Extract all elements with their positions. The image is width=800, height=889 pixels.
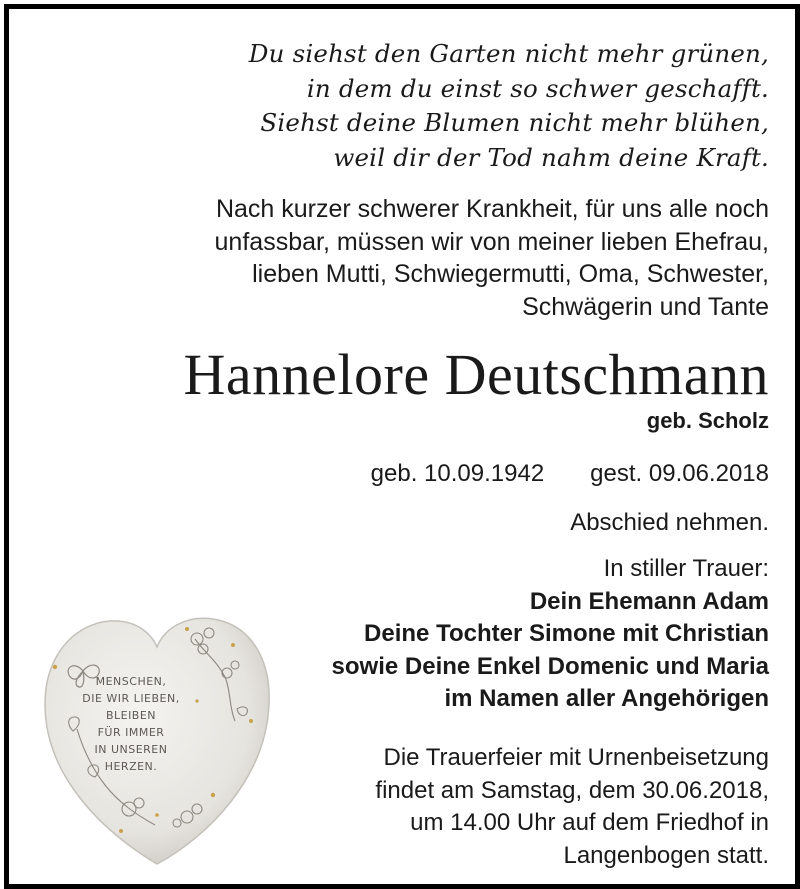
service-line: um 14.00 Uhr auf dem Friedhof in (410, 809, 769, 836)
inscription-line: DIE WIR LIEBEN, (82, 692, 180, 705)
intro-line: lieben Mutti, Schwiegermutti, Oma, Schwester, (252, 260, 769, 288)
service-line: Langenbogen statt. (563, 841, 769, 869)
birth-name: geb. Scholz (646, 408, 769, 433)
poem-line: Siehst deine Blumen nicht mehr blühen, (260, 108, 769, 137)
inscription-line: BLEIBEN (105, 709, 157, 722)
mourner-line: Dein Ehemann Adam (529, 587, 769, 615)
intro-line: unfassbar, müssen wir von meiner lieben Ehefrau, (214, 227, 769, 256)
inscription-line: FÜR IMMER (97, 726, 165, 739)
poem-line: weil dir der Tod nahm deine Kraft. (333, 142, 769, 172)
poem-line: Du siehst den Garten nicht mehr grünen, (248, 39, 769, 68)
intro-line: Schwägerin und Tante (522, 292, 769, 321)
life-dates (371, 458, 769, 490)
mourner-line: Deine Tochter Simone mit Christian (364, 620, 769, 647)
deceased-name: Hannelore Deutschmann (183, 342, 769, 407)
service-info (249, 742, 769, 872)
mourners-block (209, 553, 769, 716)
mourners-intro: In stiller Trauer: (603, 555, 769, 582)
poem-line: in dem du einst so schwer geschafft. (306, 73, 769, 103)
farewell-text: Abschied nehmen. (570, 509, 769, 536)
inscription-line: HERZEN. (104, 760, 158, 773)
inscription-line: MENSCHEN, (95, 675, 167, 688)
mourner-line: sowie Deine Enkel Domenic und Maria (331, 652, 769, 680)
inscription-line: IN UNSEREN (94, 743, 168, 756)
service-line: Die Trauerfeier mit Urnenbeisetzung (383, 744, 769, 771)
poem (129, 37, 769, 175)
birth-date: geb. 10.09.1942 (370, 460, 545, 487)
obituary-frame (4, 4, 800, 889)
intro-text (89, 193, 769, 323)
intro-line: Nach kurzer schwerer Krankheit, für uns alle noch (215, 195, 769, 223)
death-date: gest. 09.06.2018 (590, 460, 769, 487)
service-line: findet am Samstag, dem 30.06.2018, (375, 776, 769, 804)
mourner-line: im Namen aller Angehörigen (444, 685, 769, 712)
heart-inscription (61, 673, 201, 775)
